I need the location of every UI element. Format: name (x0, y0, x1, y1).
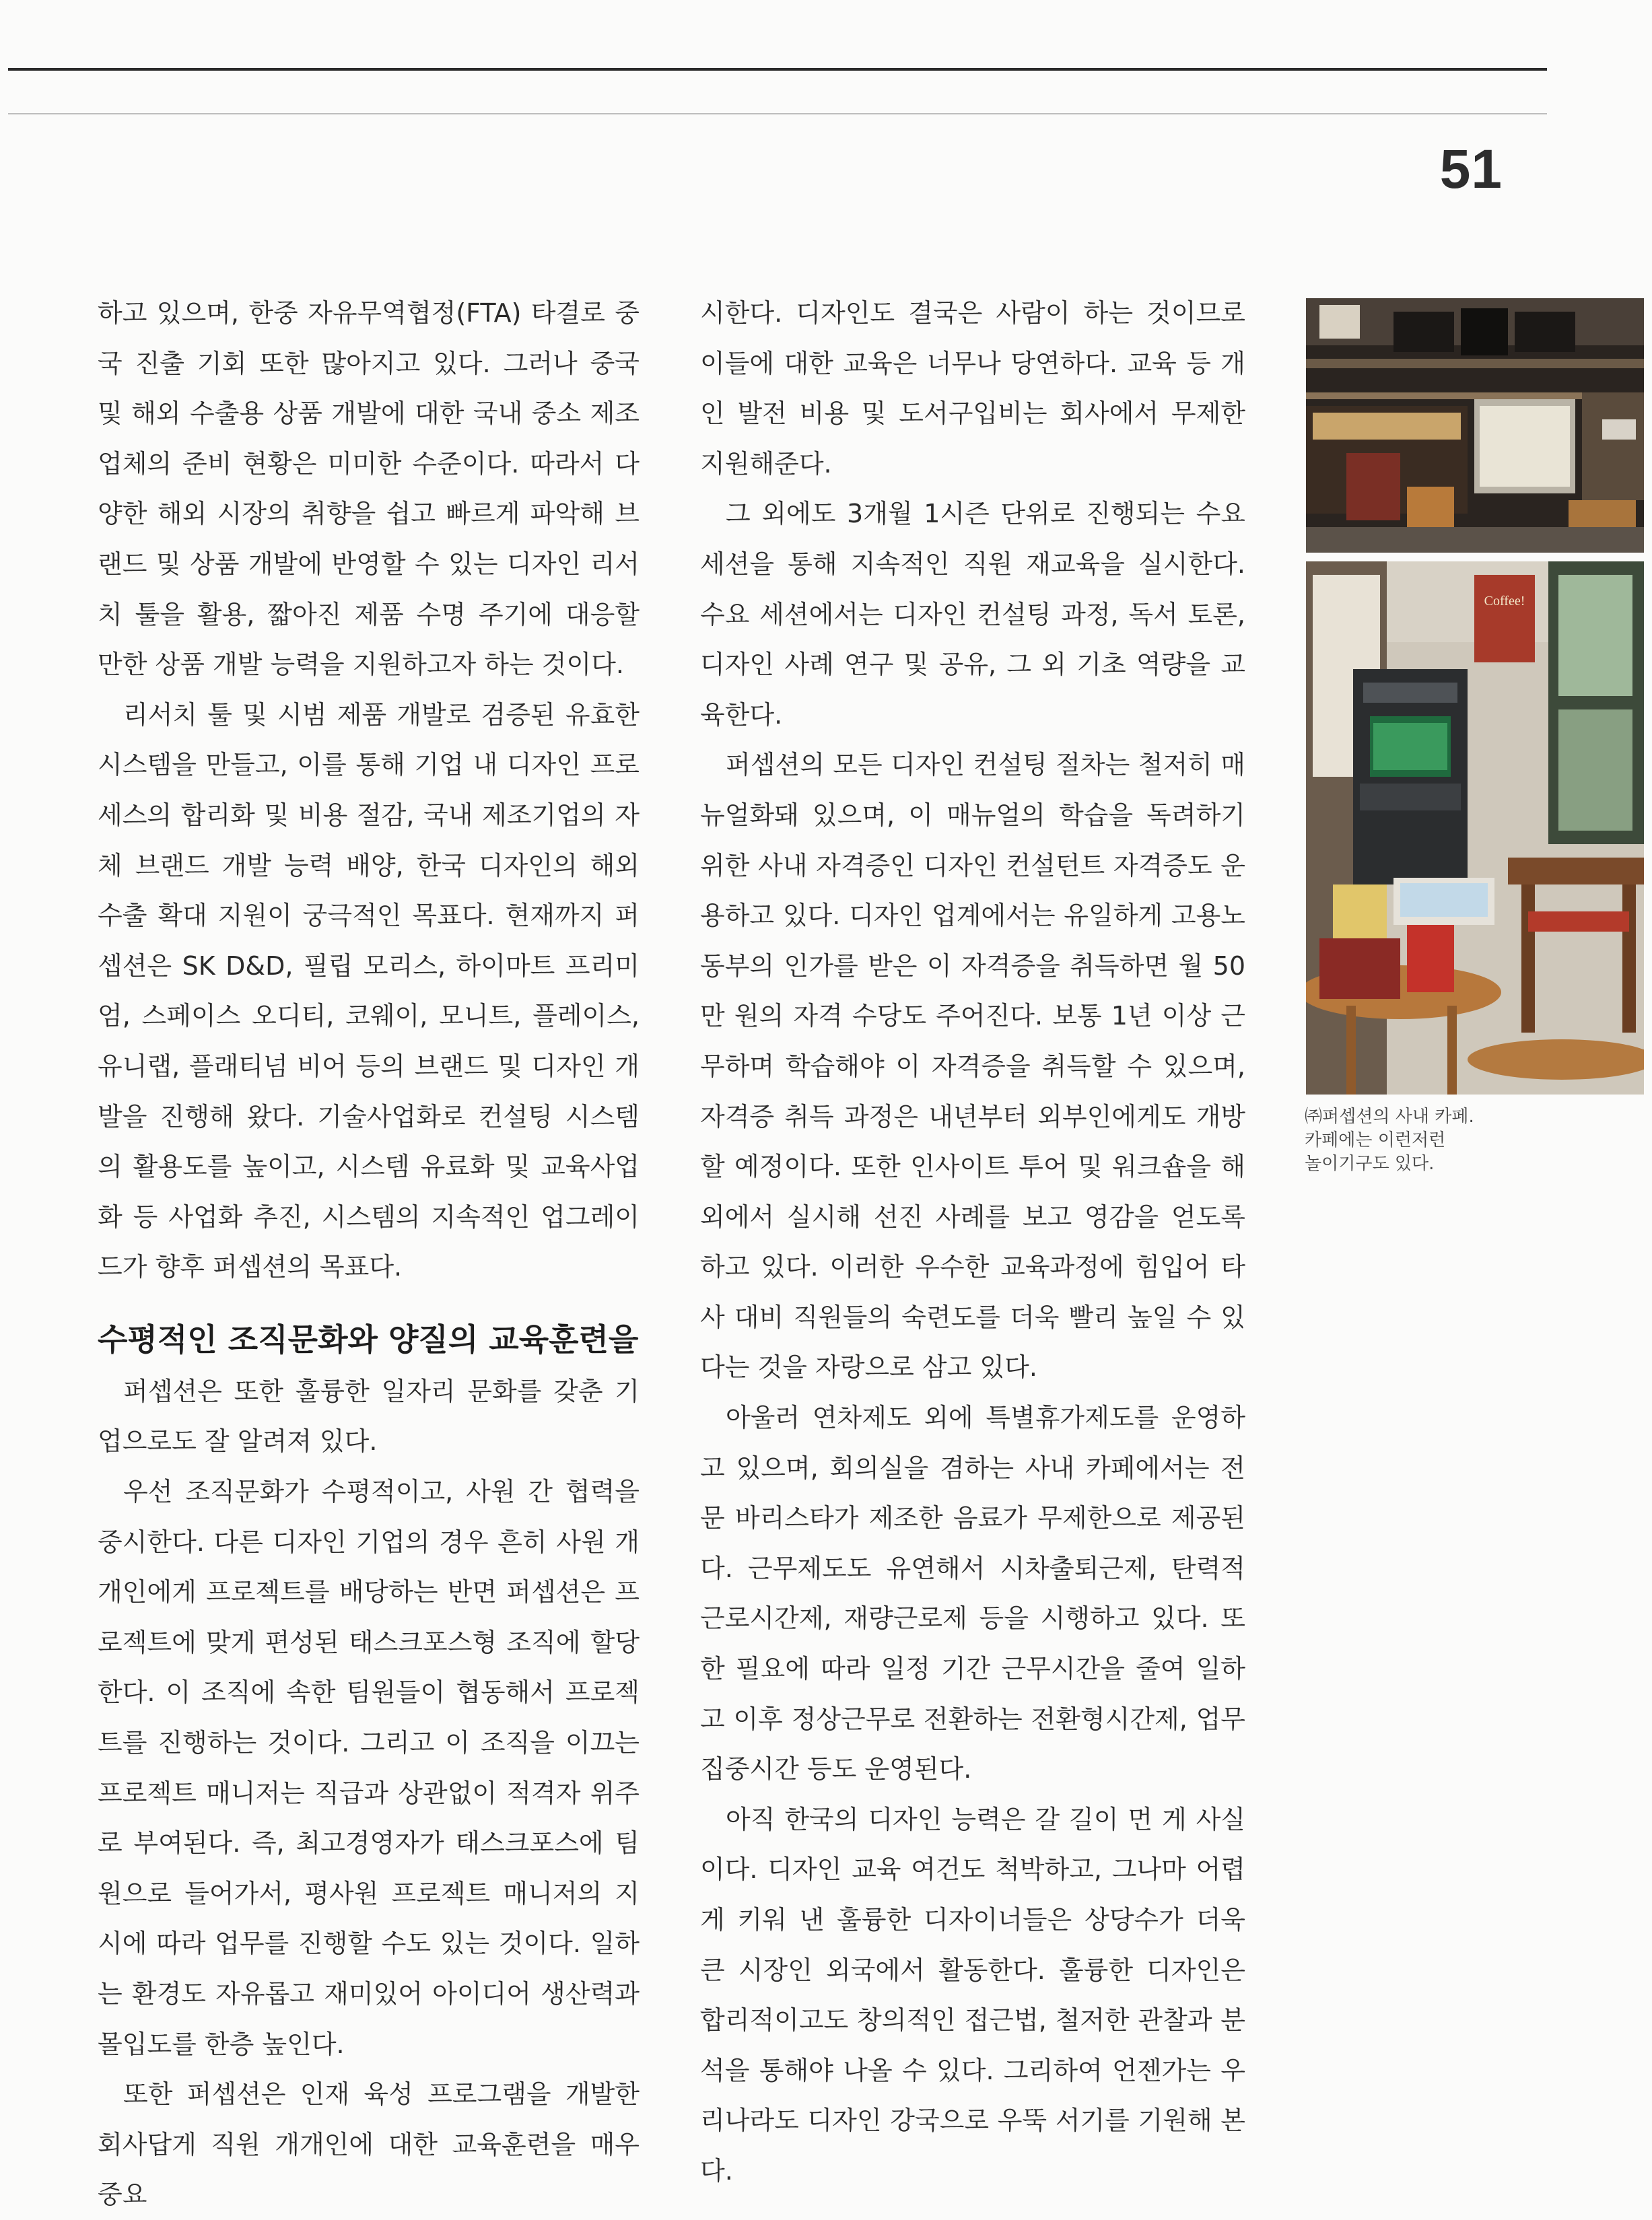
body-paragraph: 퍼셉션의 모든 디자인 컨설팅 절차는 철저히 매뉴얼화돼 있으며, 이 매뉴얼의 학습을 독려하기 위한 사내 자격증인 디자인 컨설턴트 자격증도 운용하고 있다. 디자인 업계에서는 유일하게 고용노동부의 인가를 받은 이 자격증을 취득하면 월 50만 원의 자격 수당도 주어진다. 보통 1년 이상 근무하며 학습해야 이 자격증을 취득할 수 있으며, 자격증 취득 과정은 내년부터 외부인에게도 개방할 예정이다. 또한 인사이트 투어 및 워크숍을 해외에서 실시해 선진 사례를 보고 영감을 얻도록 하고 있다. 이러한 우수한 교육과정에 힘입어 타사 대비 직원들의 숙련도를 더욱 빨리 높일 수 있다는 것을 자랑으로 삼고 있다. (700, 750, 1245, 1383)
body-paragraph: 또한 퍼셉션은 인재 육성 프로그램을 개발한 회사답게 직원 개개인에 대한 교육훈련을 매우 중요 (98, 2079, 640, 2210)
body-paragraph: 아직 한국의 디자인 능력은 갈 길이 먼 게 사실이다. 디자인 교육 여건도 척박하고, 그나마 어렵게 키워 낸 훌륭한 디자이너들은 상당수가 더욱 큰 시장인 외국에서 활동한다. 훌륭한 디자인은 합리적이고도 창의적인 접근법, 철저한 관찰과 분석을 통해야 나올 수 있다. 그리하여 언젠가는 우리나라도 디자인 강국으로 우뚝 서기를 기원해 본다. (700, 1804, 1245, 2186)
section-heading: 수평적인 조직문화와 양질의 교육훈련을 (98, 1321, 639, 1358)
page-number: 51 (1439, 139, 1503, 200)
cafe-games-photo (1306, 561, 1644, 1095)
body-paragraph: 우선 조직문화가 수평적이고, 사원 간 협력을 중시한다. 다른 디자인 기업의 경우 흔히 사원 개개인에게 프로젝트를 배당하는 반면 퍼셉션은 프로젝트에 맞게 편성된 태스크포스형 조직에 할당한다. 이 조직에 속한 팀원들이 협동해서 프로젝트를 진행하는 것이다. 그리고 이 조직을 이끄는 프로젝트 매니저는 직급과 상관없이 적격자 위주로 부여된다. 즉, 최고경영자가 태스크포스에 팀원으로 들어가서, 평사원 프로젝트 매니저의 지시에 따라 업무를 진행할 수도 있는 것이다. 일하는 환경도 자유롭고 재미있어 아이디어 생산력과 몰입도를 한층 높인다. (98, 1477, 640, 2059)
body-paragraph: 시한다. 디자인도 결국은 사람이 하는 것이므로 이들에 대한 교육은 너무나 당연하다. 교육 등 개인 발전 비용 및 도서구입비는 회사에서 무제한 지원해준다. (700, 298, 1245, 479)
caption-line: ㈜퍼셉션의 사내 카페. (1305, 1107, 1474, 1127)
body-paragraph: 퍼셉션은 또한 훌륭한 일자리 문화를 갖춘 기업으로도 잘 알려져 있다. (98, 1376, 640, 1457)
body-paragraph: 리서치 툴 및 시범 제품 개발로 검증된 유효한 시스템을 만들고, 이를 통해 기업 내 디자인 프로세스의 합리화 및 비용 절감, 국내 제조기업의 자체 브랜드 개발 능력 배양, 한국 디자인의 해외 수출 확대 지원이 궁극적인 목표다. 현재까지 퍼셉션은 SK D&D, 필립 모리스, 하이마트 프리미엄, 스페이스 오디티, 코웨이, 모니트, 플레이스, 유니랩, 플래티넘 비어 등의 브랜드 및 디자인 개발을 진행해 왔다. 기술사업화로 컨설팅 시스템의 활용도를 높이고, 시스템 유료화 및 교육사업화 등 사업화 추진, 시스템의 지속적인 업그레이드가 향후 퍼셉션의 목표다. (98, 699, 640, 1282)
photo-caption (1305, 1105, 1507, 1176)
coffee-sign-text: Coffee! (1484, 594, 1525, 609)
header-subrule (8, 113, 1547, 114)
body-paragraph: 하고 있으며, 한중 자유무역협정(FTA) 타결로 중국 진출 기회 또한 많아지고 있다. 그러나 중국 및 해외 수출용 상품 개발에 대한 국내 중소 제조업체의 준비 현황은 미미한 수준이다. 따라서 다양한 해외 시장의 취향을 쉽고 빠르게 파악해 브랜드 및 상품 개발에 반영할 수 있는 디자인 리서치 툴을 활용, 짧아진 제품 수명 주기에 대응할 만한 상품 개발 능력을 지원하고자 하는 것이다. (98, 298, 640, 680)
body-paragraph: 그 외에도 3개월 1시즌 단위로 진행되는 수요 세션을 통해 지속적인 직원 재교육을 실시한다. 수요 세션에서는 디자인 컨설팅 과정, 독서 토론, 디자인 사례 연구 및 공유, 그 외 기초 역량을 교육한다. (700, 499, 1245, 730)
cafe-counter-photo (1306, 298, 1644, 553)
text-column-right (700, 288, 1245, 2196)
caption-line: 놀이기구도 있다. (1305, 1154, 1435, 1174)
body-paragraph: 아울러 연차제도 외에 특별휴가제도를 운영하고 있으며, 회의실을 겸하는 사내 카페에서는 전문 바리스타가 제조한 음료가 무제한으로 제공된다. 근무제도도 유연해서 시차출퇴근제, 탄력적 근로시간제, 재량근로제 등을 시행하고 있다. 또한 필요에 따라 일정 기간 근무시간을 줄여 일하고 이후 정상근무로 전환하는 전환형시간제, 업무집중시간 등도 운영된다. (700, 1403, 1245, 1784)
text-column-left (98, 288, 640, 2220)
caption-line: 카페에는 이런저런 (1305, 1130, 1446, 1150)
header-rule (8, 68, 1547, 71)
